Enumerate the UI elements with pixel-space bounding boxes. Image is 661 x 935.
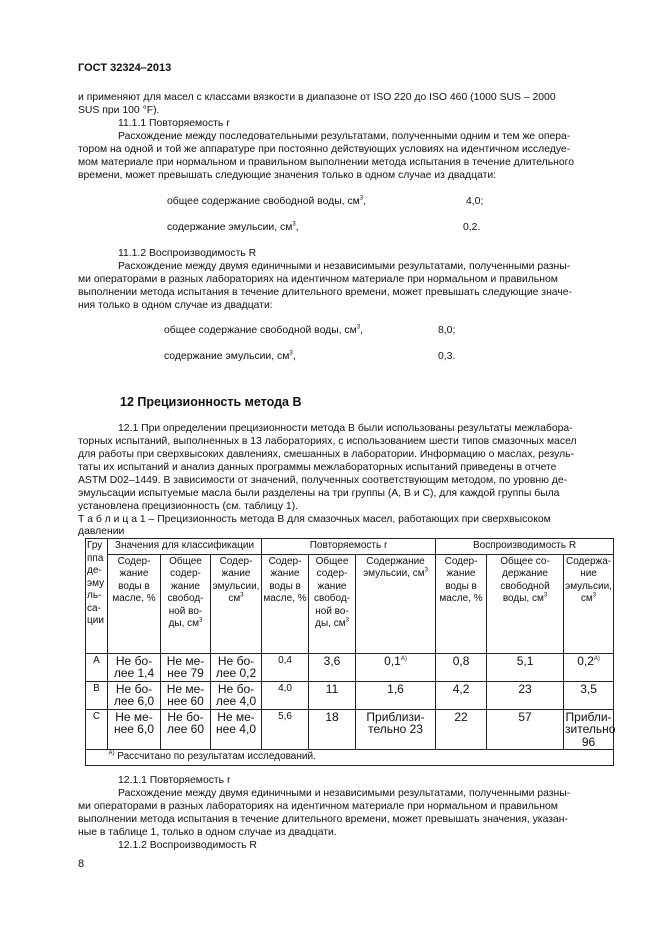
- table-cell: Не бо- лее 1,4: [108, 653, 161, 681]
- table-cell: Не бо- лее 60: [161, 709, 211, 750]
- text-line: эмульсации испытуемые масла были разделены на три группы (А, В и С), для каждой группы была: [78, 488, 560, 499]
- value-label: содержание эмульсии, $см^3$,: [167, 221, 299, 233]
- header-cell: Общее содер- жание свобод- ной во- ды, $см^3$: [309, 554, 356, 653]
- table-cell: $0,1^{А)}$: [356, 653, 436, 681]
- value-label: общее содержание свободной воды, $см^3$,: [167, 195, 367, 207]
- table-cell: Не ме- нее 79: [161, 653, 211, 681]
- table-cell: 3,6: [309, 653, 356, 681]
- text-line: Расхождение между последовательными результатами, полученными одним и тем же опера-: [118, 131, 571, 142]
- table-footnote-row: [86, 750, 614, 766]
- table-cell: 5,1: [487, 653, 564, 681]
- header-cell: Общее со- держание свободной воды, $см^3$: [487, 554, 564, 653]
- text-line: установлена прецизионность (см. таблицу 1).: [78, 501, 299, 512]
- text-line: тором на одной и той же аппаратуре при постоянно действующих условиях на идентичном исследуе-: [78, 144, 571, 155]
- text-line: ми операторами в разных лабораториях на идентичном материале при нормальном и правильном: [78, 801, 558, 812]
- table-cell: 1,6: [356, 681, 436, 709]
- header-group: Гру ппа де- эму ль- са- ции: [86, 539, 108, 654]
- table-cell: 57: [487, 709, 564, 750]
- table-cell: В: [86, 681, 108, 709]
- header-cell: Общее содер- жание свобод- ной во- ды, $см^3$: [161, 554, 211, 653]
- text-line: ные в таблице 1, только в одном случае из двадцати.: [78, 827, 337, 838]
- table-row: [86, 681, 614, 709]
- table-cell: Не бо- лее 6,0: [108, 681, 161, 709]
- value: 4,0;: [466, 196, 484, 207]
- table-header-row: [86, 539, 614, 555]
- header-cell: Содер- жание воды в масле, %: [108, 554, 161, 653]
- text-line: таты их испытаний и анализ данных программы межлабораторных испытаний приведены в отчете: [78, 462, 557, 473]
- table-cell: [86, 750, 108, 766]
- subsection-heading: 12.1.1 Повторяемость r: [118, 775, 231, 786]
- section-heading: 12 Прецизионность метода В: [120, 395, 302, 409]
- text-line: и применяют для масел с классами вязкости в диапазоне от ISO 220 до ISO 460 (1000 SUS – 2000: [78, 92, 556, 103]
- table-cell: С: [86, 709, 108, 750]
- table-row: [86, 709, 614, 750]
- header-cell: Содержа- ние эмульсии, $см^3$: [564, 554, 614, 653]
- text-line: выполнении метода испытания в течение длительного времени, может превышать значения, указан-: [78, 814, 568, 825]
- value-label: общее содержание свободной воды, $см^3$,: [164, 324, 364, 336]
- document-header: ГОСТ 32324–2013: [78, 62, 172, 74]
- table-cell: Прибли- зительно 96: [565, 709, 616, 749]
- subsection-heading: 11.1.2 Воспроизводимость R: [118, 248, 257, 259]
- table-cell: 18: [309, 709, 356, 750]
- table-cell: Не ме- нее 6,0: [108, 709, 161, 750]
- text-line: мом материале при нормальном и правильном выполнении метода испытания в течение длительного: [78, 157, 574, 168]
- table-cell: Не бо- лее 4,0: [211, 681, 262, 709]
- text-line: Расхождение между двумя единичными и независимыми результатами, полученными разны-: [118, 261, 571, 272]
- header-cell: Содержание эмульсии, $см^3$: [356, 554, 436, 653]
- header-cell: Содер- жание эмульсии, $см^3$: [211, 554, 262, 653]
- text-line: Расхождение между двумя единичными и независимыми результатами, полученными разны-: [118, 788, 571, 799]
- table-cell: Не ме- нее 60: [161, 681, 211, 709]
- table-caption: давлении: [78, 526, 125, 537]
- table-subheader-row: [86, 554, 614, 653]
- text-line: торных испытаний, выполненных в 13 лабораториях, с использованием шести типов смазочных масел: [78, 436, 577, 447]
- table-cell: Приблизи- тельно 23: [356, 709, 436, 750]
- table-cell: 22: [436, 709, 487, 750]
- value: 0,2.: [463, 222, 481, 233]
- header-repeatability: Повторяемость r: [262, 539, 436, 555]
- table-cell: Не ме- нее 4,0: [211, 709, 262, 750]
- table-cell: 0,4: [262, 653, 309, 681]
- subsection-heading: 11.1.1 Повторяемость r: [118, 118, 230, 129]
- value: 0,3.: [438, 351, 456, 362]
- text-line: ASTM D02–1449. В зависимости от значений, полученных соответствующим методом, по уровню де-: [78, 475, 568, 486]
- text-line: 12.1 При определении прецизионности метода В были использованы результаты межлабора-: [118, 423, 573, 434]
- value: 8,0;: [438, 325, 456, 336]
- table-row: [86, 653, 614, 681]
- value-label: содержание эмульсии, $см^3$,: [164, 350, 296, 362]
- precision-table: [85, 538, 614, 766]
- table-cell: 11: [309, 681, 356, 709]
- text-line: ния только в одном случае из двадцати:: [78, 300, 273, 311]
- header-reproducibility: Воспроизводимость R: [436, 539, 614, 555]
- text-line: SUS при 100 °F).: [78, 105, 160, 116]
- table-cell: А: [86, 653, 108, 681]
- header-classification: Значения для классификации: [108, 539, 262, 555]
- subsection-heading: 12.1.2 Воспроизводимость R: [118, 840, 257, 851]
- table-cell: 23: [487, 681, 564, 709]
- text-line: для работы при сверхвысоких давлениях, смешанных в лаборатории. Информацию о маслах, резуль-: [78, 449, 575, 460]
- text-line: времени, может превышать следующие значения только в одном случае из двадцати:: [78, 170, 497, 181]
- header-cell: Содер- жание воды в масле, %: [436, 554, 487, 653]
- table-cell: 5,6: [262, 709, 309, 750]
- page-number: 8: [78, 858, 85, 870]
- table-cell: 4,0: [262, 681, 309, 709]
- table-cell: 4,2: [436, 681, 487, 709]
- table-footnote: $^{А)}$ Рассчитано по результатам исследований.: [108, 750, 614, 766]
- table-cell: $0,2^{А)}$: [564, 653, 614, 681]
- table-caption: Т а б л и ц а 1 – Прецизионность метода В для смазочных масел, работающих при сверхвысоком: [78, 514, 551, 525]
- table-cell: 0,8: [436, 653, 487, 681]
- table-cell: 3,5: [564, 681, 614, 709]
- header-cell: Содер- жание воды в масле, %: [262, 554, 309, 653]
- text-line: ми операторами в разных лабораториях на идентичном материале при нормальном и правильном: [78, 274, 558, 285]
- text-line: выполнении метода испытания в течение длительного времени, может превышать следующие значе-: [78, 287, 573, 298]
- table-cell: Не бо- лее 0,2: [211, 653, 262, 681]
